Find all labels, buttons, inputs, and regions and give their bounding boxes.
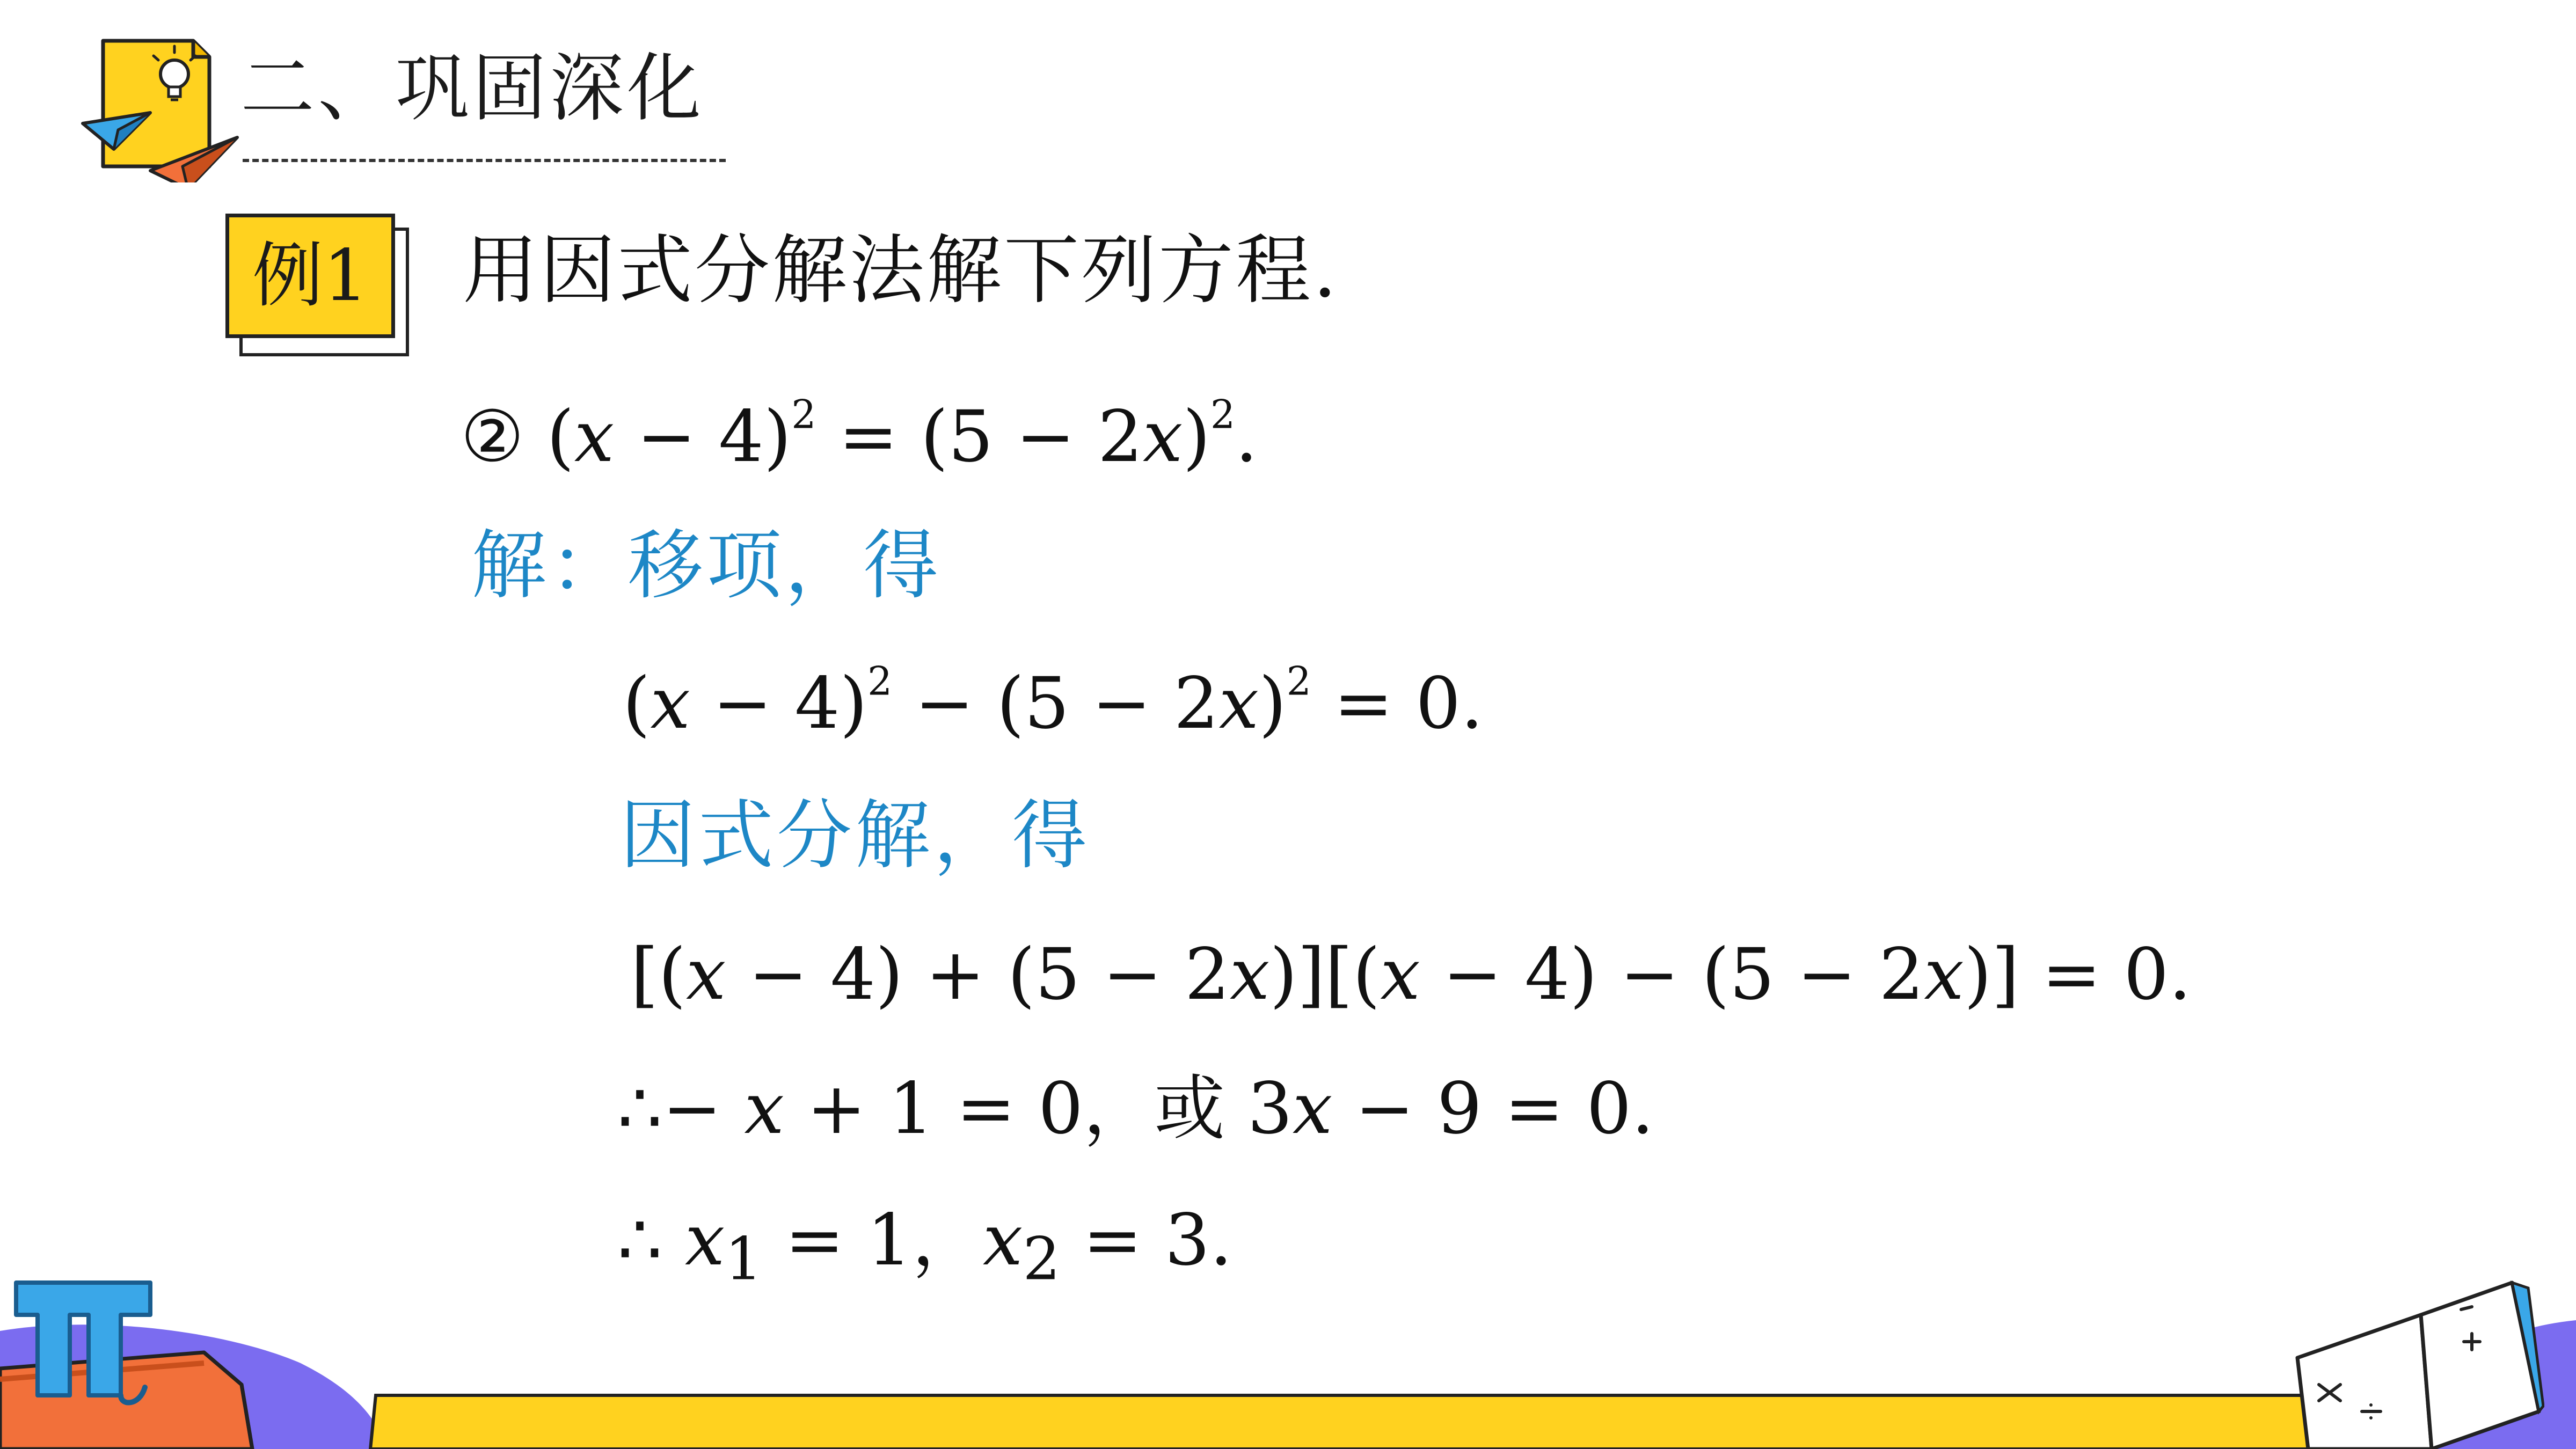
solution-step2-label: 因式分解，得 [620, 792, 1091, 880]
math-text: = 3. [1060, 1199, 1232, 1282]
math-variable: x [684, 1199, 725, 1282]
math-text: + 1 = 0，或 3 [784, 1067, 1293, 1150]
math-text: ( [623, 662, 651, 745]
math-variable: x [1924, 933, 1964, 1016]
problem-equation-math [546, 392, 1258, 478]
math-text: − (5 − 2 [892, 662, 1219, 745]
math-text: = (5 − 2 [816, 396, 1143, 478]
math-text: − 9 = 0. [1332, 1067, 1654, 1150]
solution-equation-1 [623, 659, 1484, 745]
math-superscript: 2 [1286, 659, 1311, 705]
pi-symbol-icon [11, 1272, 161, 1411]
math-subscript: 2 [1023, 1224, 1061, 1293]
problem-equation [461, 392, 1258, 478]
math-text: )] = 0. [1964, 933, 2192, 1016]
math-text: − 4) [614, 396, 792, 478]
math-superscript: 2 [1210, 392, 1236, 438]
math-text: − 4) + (5 − 2 [726, 933, 1230, 1016]
open-math-book-icon [2287, 1277, 2544, 1449]
title-underline [243, 159, 726, 162]
math-variable: x [650, 662, 690, 745]
section-title: 二、巩固深化 [240, 45, 705, 131]
math-text: ) [1183, 396, 1210, 478]
math-text: ) [1259, 662, 1287, 745]
math-text: ∴ [617, 1199, 685, 1282]
bottom-decoration [0, 1250, 2576, 1449]
math-text: . [1235, 396, 1258, 478]
math-text: [( [631, 933, 686, 1016]
problem-heading: 用因式分解法解下列方程. [463, 227, 1339, 314]
math-variable: x [1380, 933, 1420, 1016]
math-text: − 4) − (5 − 2 [1420, 933, 1924, 1016]
solution-step1-label: 解：移项，得 [471, 522, 942, 610]
problem-number: ② [461, 396, 524, 478]
solution-equation-3 [617, 1067, 1654, 1150]
math-text: = 1， [762, 1199, 983, 1282]
math-variable: x [1292, 1067, 1333, 1150]
math-variable: x [1218, 662, 1259, 745]
math-text: ( [546, 396, 574, 478]
math-variable: x [1142, 396, 1183, 478]
math-variable: x [574, 396, 615, 478]
math-superscript: 2 [791, 392, 816, 438]
math-text: ∴− [617, 1067, 745, 1150]
math-subscript: 1 [725, 1224, 763, 1293]
math-variable: x [686, 933, 726, 1016]
math-variable: x [1229, 933, 1270, 1016]
solution-equation-2 [631, 933, 2192, 1016]
math-text: )][( [1269, 933, 1381, 1016]
math-text: − 4) [690, 662, 867, 745]
paper-planes-lightbulb-icon [81, 32, 242, 182]
math-text: = 0. [1311, 662, 1484, 745]
math-variable: x [744, 1067, 784, 1150]
math-superscript: 2 [867, 659, 893, 705]
math-variable: x [982, 1199, 1023, 1282]
example-badge: 例1 [225, 214, 395, 338]
